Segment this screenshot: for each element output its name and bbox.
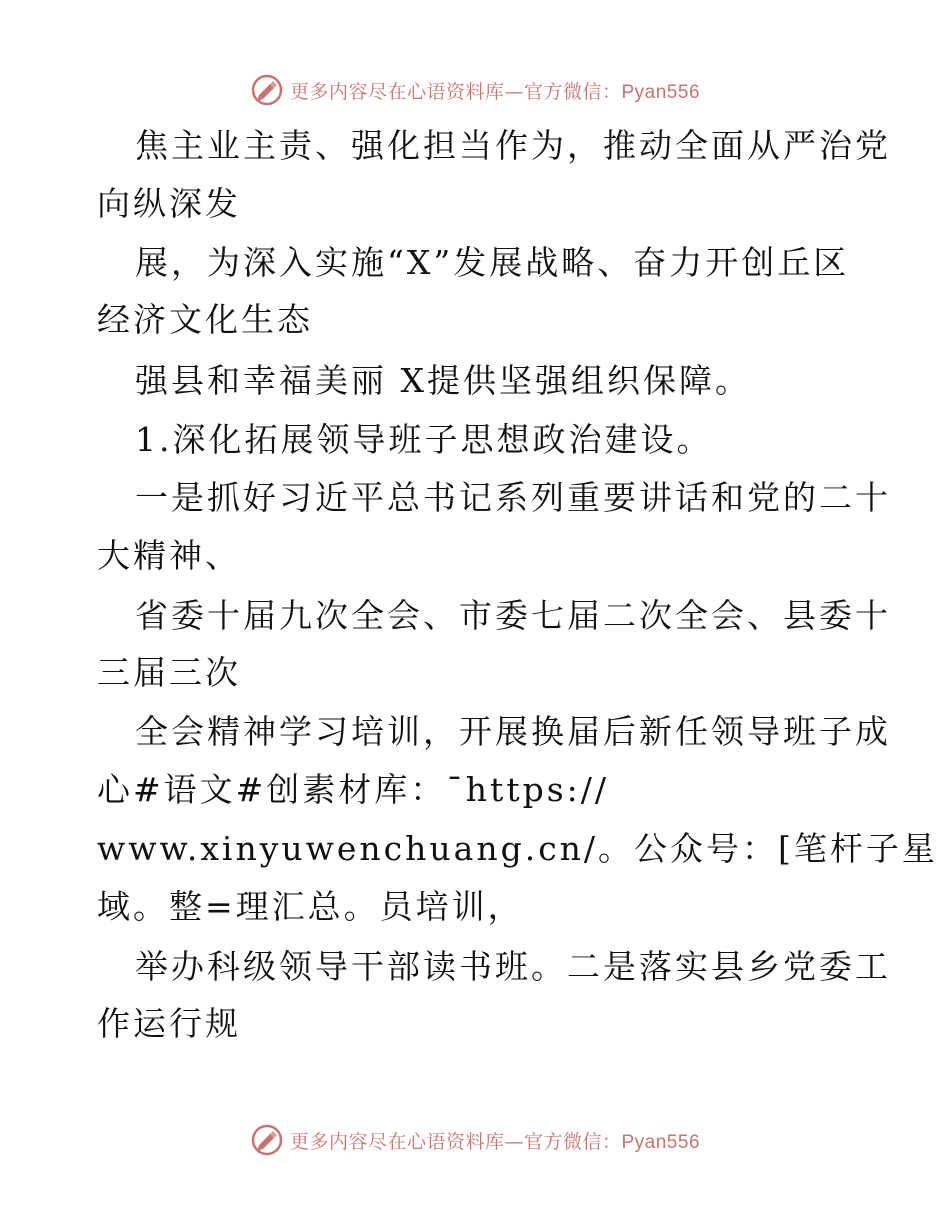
header-banner-text <box>290 77 700 104</box>
body-line-7: 一是抓好习近平总书记系列重要讲话和党的二十 <box>135 478 891 517</box>
body-line-4: 经济文化生态 <box>97 300 313 339</box>
body-line-13: www.xinyuwenchuang.cn/。公众号：[笔杆子星 <box>97 829 938 868</box>
footer-banner-sep: — <box>504 1130 524 1153</box>
body-line-8: 大精神、 <box>97 536 241 575</box>
body-line-3: 展，为深入实施“X”发展战略、奋力开创丘区 <box>135 243 850 282</box>
header-banner-sep: — <box>504 80 524 103</box>
header-banner-id: Pyan556 <box>621 81 701 103</box>
header-banner-label: 官方微信： <box>523 80 622 103</box>
body-line-9: 省委十届九次全会、市委七届二次全会、县委十 <box>135 596 891 635</box>
body-line-10: 三届三次 <box>97 653 241 692</box>
header-banner <box>0 70 950 110</box>
footer-banner-id: Pyan556 <box>621 1131 701 1153</box>
body-line-11: 全会精神学习培训，开展换届后新任领导班子成 <box>135 712 891 751</box>
header-banner-cn: 更多内容尽在心语资料库 <box>289 80 505 103</box>
body-line-16: 作运行规 <box>97 1004 241 1043</box>
logo-icon <box>250 1123 284 1157</box>
footer-banner-text <box>290 1127 700 1154</box>
body-line-1: 焦主业主责、强化担当作为，推动全面从严治党 <box>135 126 891 165</box>
body-line-15: 举办科级领导干部读书班。二是落实县乡党委工 <box>135 947 891 986</box>
body-line-5: 强县和幸福美丽 X提供坚强组织保障。 <box>135 361 751 400</box>
footer-banner-label: 官方微信： <box>523 1130 622 1153</box>
footer-banner <box>0 1120 950 1160</box>
body-line-6: 1.深化拓展领导班子思想政治建设。 <box>135 420 713 459</box>
body-line-14: 域。整=理汇总。员培训， <box>97 887 524 926</box>
body-line-2: 向纵深发 <box>97 184 241 223</box>
body-line-12: 心#语文#创素材库：¯https:// <box>97 770 609 809</box>
logo-icon <box>250 73 284 107</box>
footer-banner-cn: 更多内容尽在心语资料库 <box>289 1130 505 1153</box>
